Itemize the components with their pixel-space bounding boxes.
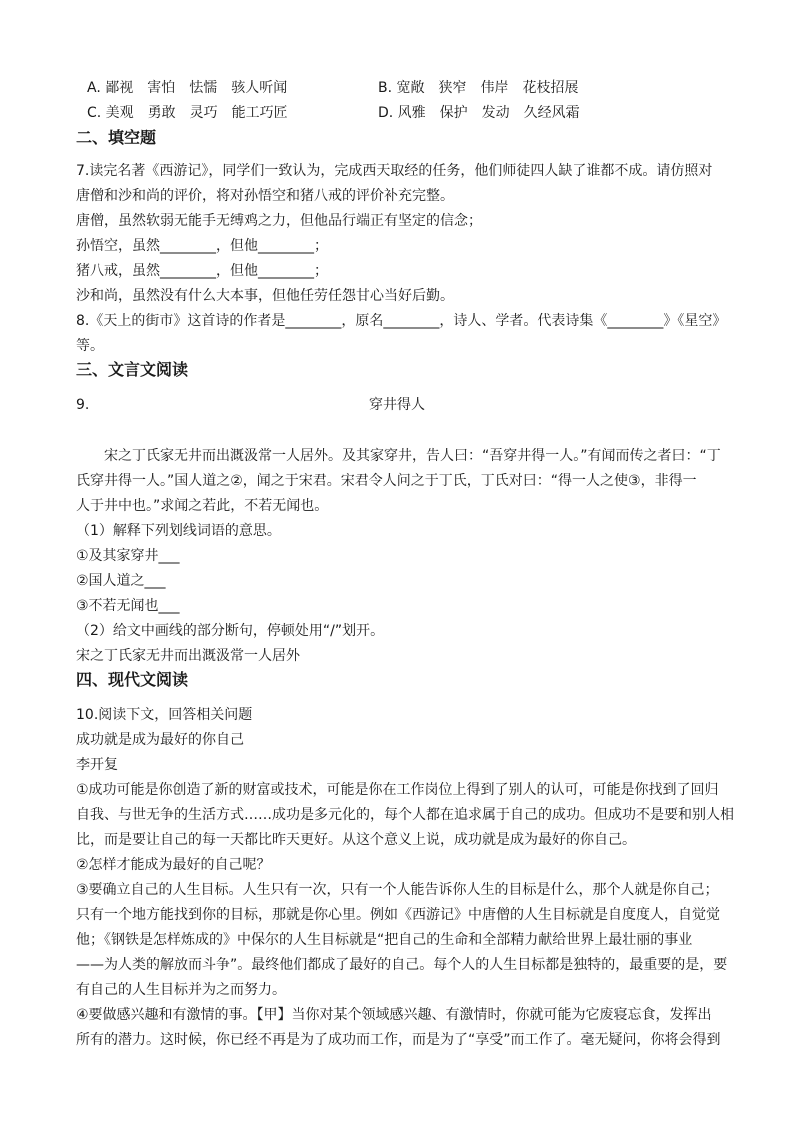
article-line: ③要确立自己的人生目标。人生只有一次，只有一个人能告诉你人生的目标是什么，那个人就是你自己； <box>76 882 719 898</box>
q7-text-line: 唐僧，虽然软弱无能手无缚鸡之力，但他品行端正有坚定的信念； <box>76 213 482 229</box>
q10-prompt: 10.阅读下文，回答相关问题 <box>76 707 253 723</box>
q7-blank-line: 猪八戒，虽然________，但他________； <box>76 263 328 279</box>
q9-passage-line: 人于井中也。”求闻之若此，不若无闻也。 <box>76 498 329 514</box>
q8-text-line: 等。 <box>76 338 104 354</box>
q7-text-line: 唐僧和沙和尚的评价，将对孙悟空和猪八戒的评价补充完整。 <box>76 188 454 204</box>
q9-subquestion: （1）解释下列划线词语的意思。 <box>76 523 281 539</box>
q7-text-line: 沙和尚，虽然没有什么大本事，但他任劳任怨甘心当好后勤。 <box>76 288 454 304</box>
article-line: 所有的潜力。这时候，你已经不再是为了成功而工作，而是为了“享受”而工作了。毫无疑问，你将会得到 <box>76 1032 721 1048</box>
q9-item: ③不若无闻也___ <box>76 598 180 614</box>
q9-passage-line: 氏穿井得一人。”国人道之②，闻之于宋君。宋君令人问之于丁氏，丁氏对曰：“得一人之使③，非得一 <box>76 473 697 489</box>
q9-subquestion: （2）给文中画线的部分断句，停顿处用“/”划开。 <box>76 623 385 639</box>
q7-blank-line: 孙悟空，虽然________，但他________； <box>76 238 328 254</box>
q9-passage-line: 宋之丁氏家无井而出溉汲常一人居外。及其家穿井，告人曰：“吾穿井得一人。”有闻而传之者曰：“丁 <box>104 448 721 464</box>
article-line: 只有一个地方能找到你的目标，那就是你心里。例如《西游记》中唐僧的人生目标就是自度度人，自觉觉 <box>76 907 720 923</box>
section-heading-modern: 四、现代文阅读 <box>76 670 189 689</box>
q9-item: 宋之丁氏家无井而出溉汲常一人居外 <box>76 648 300 664</box>
article-line: ——为人类的解放而斗争”。最终他们都成了最好的自己。每个人的人生目标都是独特的，最重要的是，要 <box>76 957 728 973</box>
q9-title: 穿井得人 <box>369 397 425 413</box>
option-a: A. 鄙视 害怕 怯懦 骇人听闻 <box>87 80 288 96</box>
q8-text-line: 8.《天上的街市》这首诗的作者是________，原名________，诗人、学者。代表诗集《________》《星空》 <box>76 313 727 329</box>
article-line: 他；《钢铁是怎样炼成的》中保尔的人生目标就是“把自己的生命和全部精力献给世界上最壮丽的事业 <box>76 932 693 948</box>
article-title: 成功就是成为最好的你自己 <box>76 732 244 748</box>
article-line: 比，而是要让自己的每一天都比昨天更好。从这个意义上说，成功就是成为最好的你自己。 <box>76 832 636 848</box>
section-heading-classical: 三、文言文阅读 <box>76 360 189 379</box>
article-line: 自我、与世无争的生活方式……成功是多元化的，每个人都在追求属于自己的成功。但成功不是要和别人相 <box>76 807 734 823</box>
option-d: D. 风雅 保护 发动 久经风霜 <box>378 105 580 121</box>
option-c: C. 美观 勇敢 灵巧 能工巧匠 <box>87 105 288 121</box>
article-line: ①成功可能是你创造了新的财富或技术，可能是你在工作岗位上得到了别人的认可，可能是你找到了回归 <box>76 782 719 798</box>
article-line: 有自己的人生目标并为之而努力。 <box>76 982 286 998</box>
q9-item: ①及其家穿井___ <box>76 548 180 564</box>
article-line: ②怎样才能成为最好的自己呢？ <box>76 857 271 873</box>
q7-text-line: 7.读完名著《西游记》，同学们一致认为，完成西天取经的任务，他们师徒四人缺了谁都不成。请仿照对 <box>76 163 713 179</box>
article-line: ④要做感兴趣和有激情的事。【甲】当你对某个领域感兴趣、有激情时，你就可能为它废寝忘食，发挥出 <box>76 1007 712 1023</box>
q9-number: 9. <box>76 397 90 413</box>
q9-item: ②国人道之___ <box>76 573 166 589</box>
section-heading-fill-in: 二、填空题 <box>76 128 157 147</box>
article-author: 李开复 <box>76 757 118 773</box>
option-b: B. 宽敞 狭窄 伟岸 花枝招展 <box>378 80 579 96</box>
